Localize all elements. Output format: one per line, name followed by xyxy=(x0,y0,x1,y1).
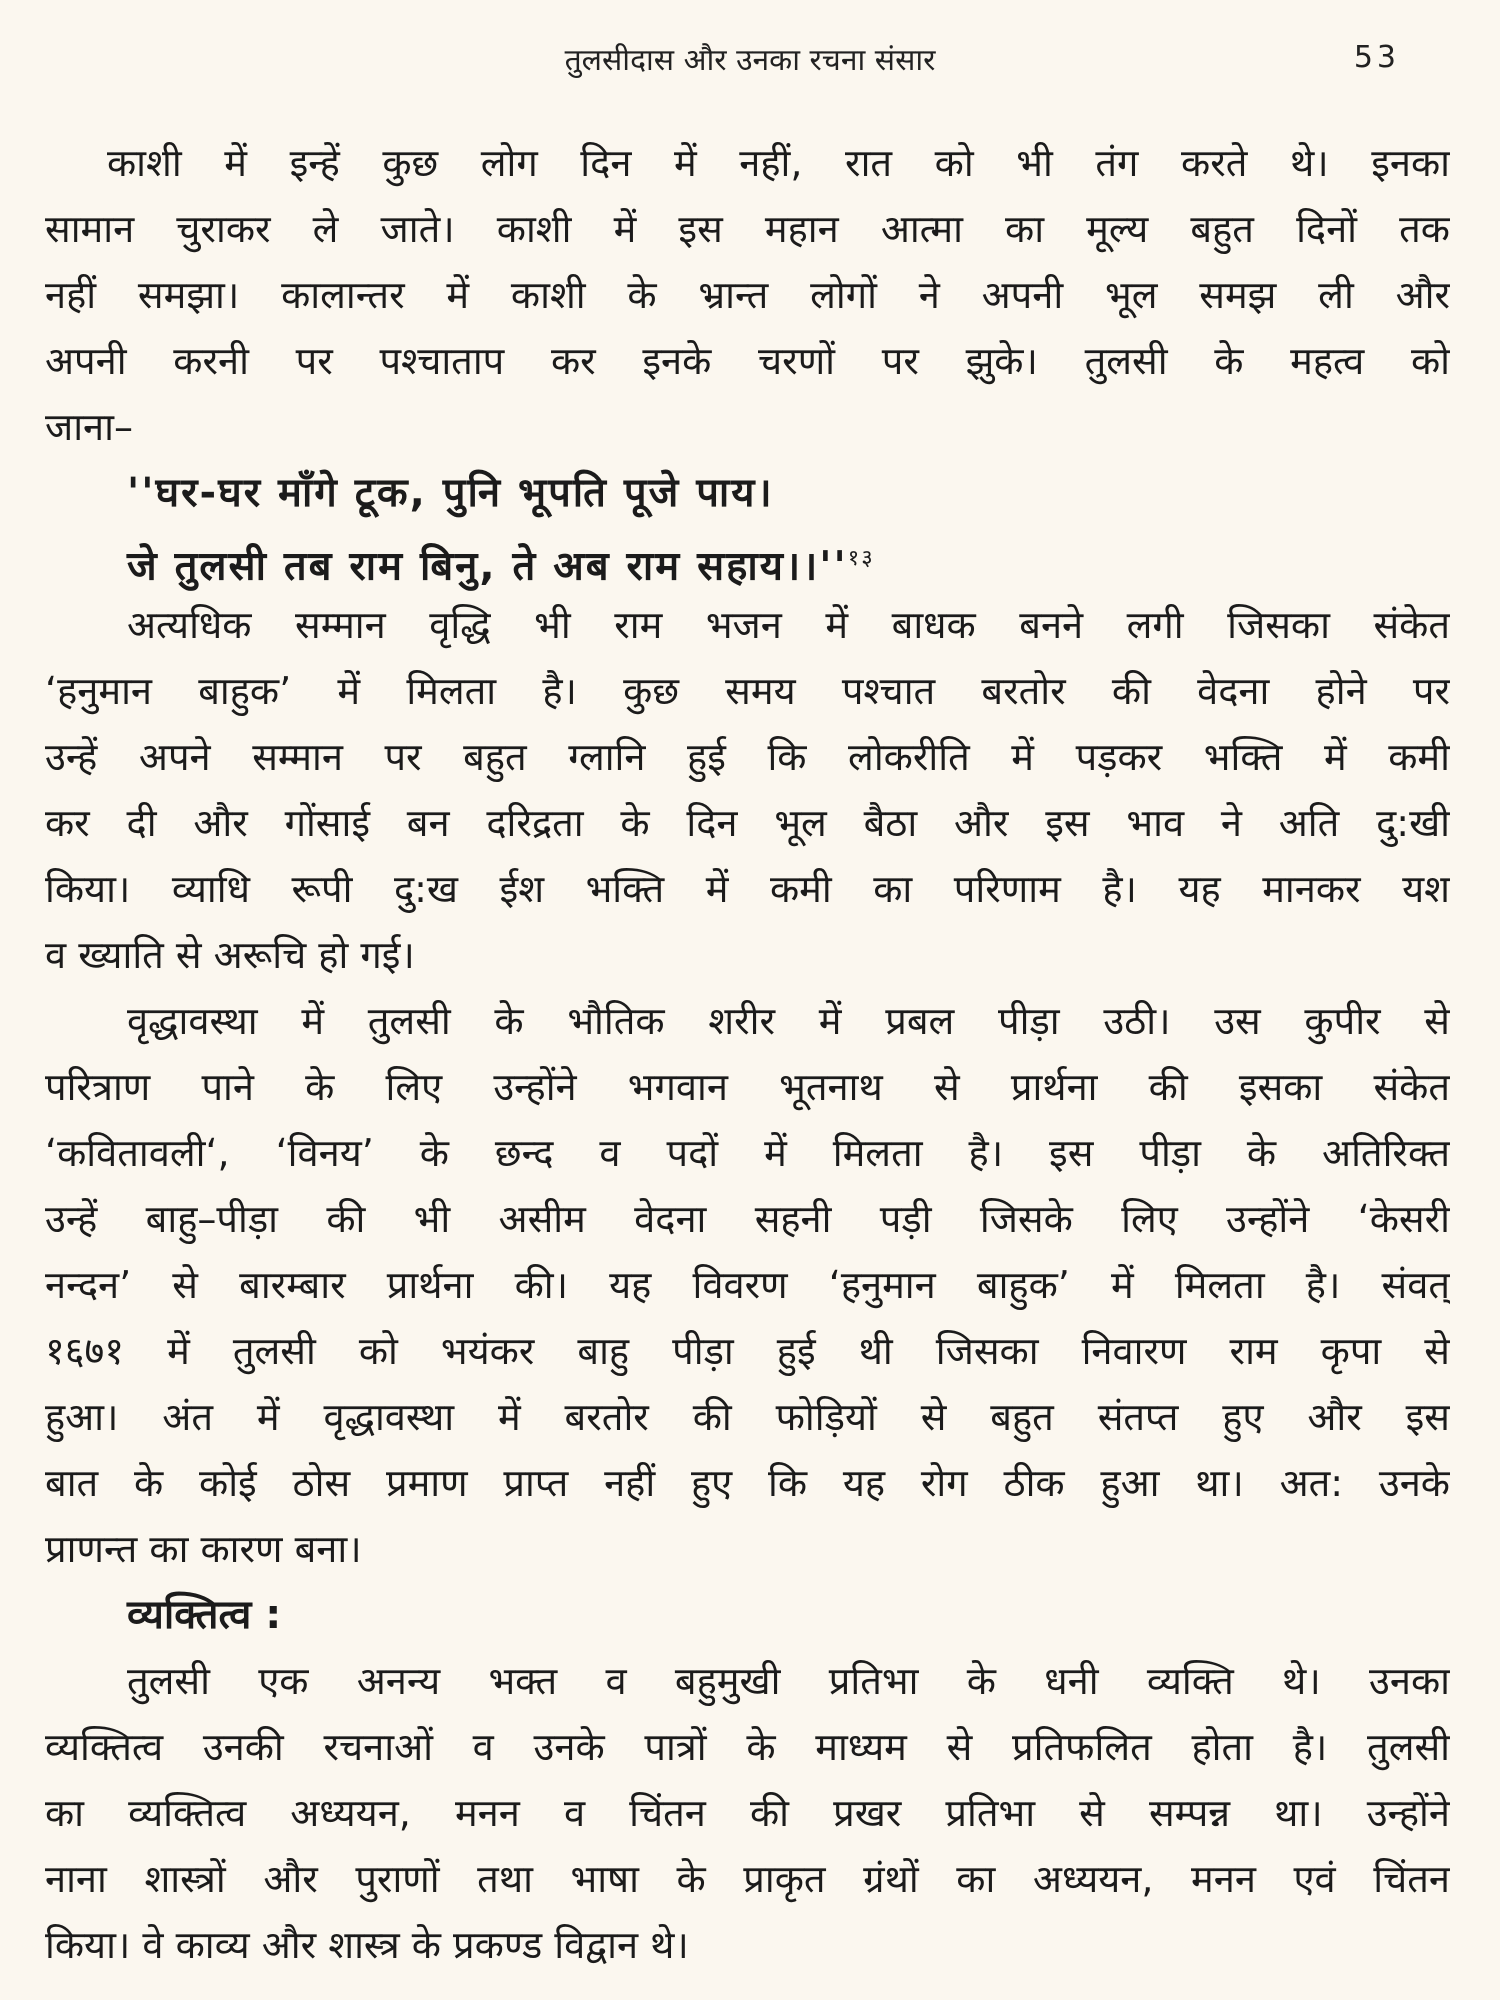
text-line: वृद्धावस्था में तुलसी के भौतिक शरीर में प्रबल पीड़ा उठी। उस कुपीर से xyxy=(127,999,1450,1043)
footnote-marker: १३ xyxy=(847,546,875,571)
text-line: नन्दन’ से बारम्बार प्रार्थना की। यह विवरण ‘हनुमान बाहुक’ में मिलता है। संवत् xyxy=(45,1263,1450,1307)
text-line: कर दी और गोंसाई बन दरिद्रता के दिन भूल बैठा और इस भाव ने अति दु:खी xyxy=(45,801,1450,845)
paragraph-2 xyxy=(45,592,1450,988)
text-line: उन्हें बाहु–पीड़ा की भी असीम वेदना सहनी पड़ी जिसके लिए उन्होंने ‘केसरी xyxy=(45,1197,1450,1241)
text-line: ‘हनुमान बाहुक’ में मिलता है। कुछ समय पश्चात बरतोर की वेदना होने पर xyxy=(45,669,1450,713)
text-line: काशी में इन्हें कुछ लोग दिन में नहीं, रात को भी तंग करते थे। इनका xyxy=(107,141,1450,185)
paragraph-4 xyxy=(45,1648,1450,1978)
running-head: तुलसीदास और उनका रचना संसार xyxy=(564,43,936,78)
text-line: अत्यधिक सम्मान वृद्धि भी राम भजन में बाधक बनने लगी जिसका संकेत xyxy=(127,603,1450,647)
text-line: परित्राण पाने के लिए उन्होंने भगवान भूतनाथ से प्रार्थना की इसका संकेत xyxy=(45,1065,1450,1109)
page-number: 53 xyxy=(1353,40,1400,75)
text-line: सामान चुराकर ले जाते। काशी में इस महान आत्मा का मूल्य बहुत दिनों तक xyxy=(45,207,1450,251)
text-line: किया। वे काव्य और शास्त्र के प्रकण्ड विद्वान थे। xyxy=(45,1923,689,1967)
text-line: प्राणन्त का कारण बना। xyxy=(45,1527,362,1571)
text-line: अपनी करनी पर पश्चाताप कर इनके चरणों पर झुके। तुलसी के महत्व को xyxy=(45,339,1450,383)
quote-line-2-text: जे तुलसी तब राम बिनु, ते अब राम सहाय।।'' xyxy=(127,543,848,590)
section-heading: व्यक्तित्व : xyxy=(127,1592,282,1638)
text-line: का व्यक्तित्व अध्ययन, मनन व चिंतन की प्रखर प्रतिभा से सम्पन्न था। उन्होंने xyxy=(45,1791,1450,1835)
text-line: बात के कोई ठोस प्रमाण प्राप्त नहीं हुए कि यह रोग ठीक हुआ था। अत: उनके xyxy=(45,1461,1450,1505)
text-line: किया। व्याधि रूपी दु:ख ईश भक्ति में कमी का परिणाम है। यह मानकर यश xyxy=(45,867,1450,911)
text-line: हुआ। अंत में वृद्धावस्था में बरतोर की फोड़ियों से बहुत संतप्त हुए और इस xyxy=(45,1395,1450,1439)
text-line: नाना शास्त्रों और पुराणों तथा भाषा के प्राकृत ग्रंथों का अध्ययन, मनन एवं चिंतन xyxy=(45,1857,1450,1901)
quote-line-1: ''घर-घर माँगे टूक, पुनि भूपति पूजे पाय। xyxy=(127,470,774,516)
text-line: नहीं समझा। कालान्तर में काशी के भ्रान्त लोगों ने अपनी भूल समझ ली और xyxy=(45,273,1450,317)
text-line: जाना– xyxy=(45,405,133,449)
quotation xyxy=(45,460,1450,592)
text-line: उन्हें अपने सम्मान पर बहुत ग्लानि हुई कि लोकरीति में पड़कर भक्ति में कमी xyxy=(45,735,1450,779)
quote-line-2 xyxy=(45,526,1450,592)
text-line: व ख्याति से अरूचि हो गई। xyxy=(45,933,415,977)
text-line: १६७१ में तुलसी को भयंकर बाहु पीड़ा हुई थी जिसका निवारण राम कृपा से xyxy=(45,1329,1450,1373)
text-line: व्यक्तित्व उनकी रचनाओं व उनके पात्रों के माध्यम से प्रतिफलित होता है। तुलसी xyxy=(45,1725,1450,1769)
text-line: तुलसी एक अनन्य भक्त व बहुमुखी प्रतिभा के धनी व्यक्ति थे। उनका xyxy=(127,1659,1450,1703)
paragraph-1 xyxy=(45,130,1450,460)
page-body xyxy=(45,130,1450,1978)
paragraph-3 xyxy=(45,988,1450,1582)
text-line: ‘कवितावली‘, ‘विनय’ के छन्द व पदों में मिलता है। इस पीड़ा के अतिरिक्त xyxy=(45,1131,1450,1175)
